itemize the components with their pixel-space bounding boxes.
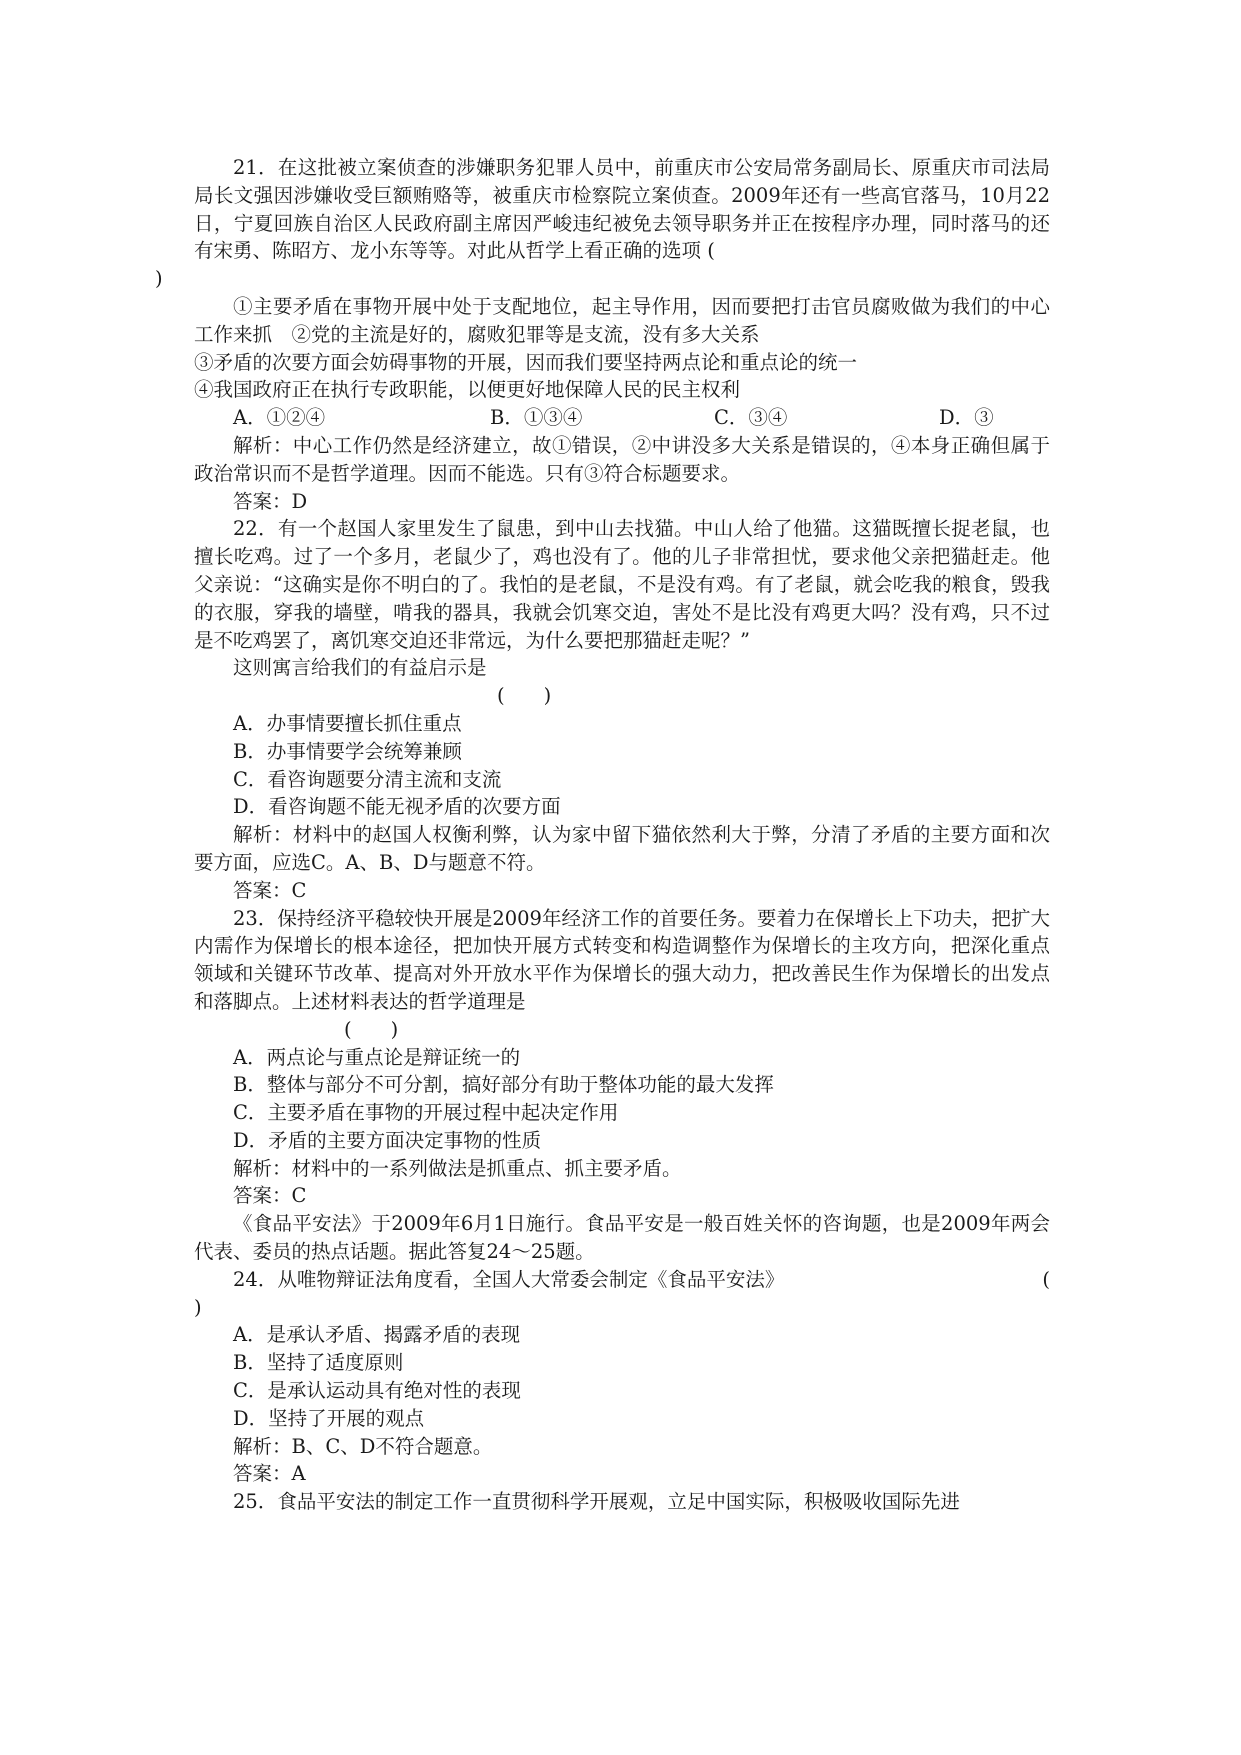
question-23-paren: ( ) <box>344 1017 399 1041</box>
question-22-answer: 答案：C <box>233 878 307 902</box>
question-24-option-a: A．是承认矛盾、揭露矛盾的表现 <box>233 1323 521 1347</box>
question-21-statement-1-2: ①主要矛盾在事物开展中处于支配地位，起主导作用，因而要把打击官员腐败做为我们的中心工作来抓 ②党的主流是好的，腐败犯罪等是支流，没有多大关系 <box>194 294 1050 346</box>
question-24-option-b: B．坚持了适度原则 <box>233 1351 404 1375</box>
question-25-stem: 25．食品平安法的制定工作一直贯彻科学开展观，立足中国实际，积极吸收国际先进 <box>233 1490 960 1514</box>
intro-24-25: 《食品平安法》于2009年6月1日施行。食品平安是一般百姓关怀的咨询题，也是2009年两会代表、委员的热点话题。据此答复24～25题。 <box>194 1212 1050 1264</box>
question-23-option-c: C．主要矛盾在事物的开展过程中起决定作用 <box>233 1101 619 1125</box>
document-page <box>155 154 1050 1516</box>
option-a: A．①②④ <box>233 406 326 430</box>
question-21-paren-close: ) <box>155 267 163 291</box>
question-21-answer: 答案：D <box>233 489 308 513</box>
question-22-option-d: D．看咨询题不能无视矛盾的次要方面 <box>233 795 561 819</box>
question-23-answer: 答案：C <box>233 1184 307 1208</box>
question-24-text: 24．从唯物辩证法角度看，全国人大常委会制定《食品平安法》 <box>233 1267 785 1291</box>
question-22-option-b: B．办事情要学会统筹兼顾 <box>233 739 462 763</box>
option-d: D．③ <box>939 406 994 430</box>
question-24-option-d: D．坚持了开展的观点 <box>233 1406 425 1430</box>
question-21-text: 21．在这批被立案侦查的涉嫌职务犯罪人员中，前重庆市公安局常务副局长、原重庆市司法局局长文强因涉嫌收受巨额贿赂等，被重庆市检察院立案侦查。2009年还有一些高官落马，10月22日，宁夏回族自治区人民政府副主席因严峻违纪被免去领导职务并正在按程序办理，同时落马的还有宋勇、陈昭方、龙小东等等。对此从哲学上看正确的选项 ( <box>194 156 1050 263</box>
question-21-statement-4: ④我国政府正在执行专政职能，以便更好地保障人民的民主权利 <box>194 378 741 402</box>
question-22-analysis: 解析：材料中的赵国人权衡利弊，认为家中留下猫依然利大于弊，分清了矛盾的主要方面和次要方面，应选C。A、B、D与题意不符。 <box>194 823 1050 874</box>
question-22-option-c: C．看咨询题要分清主流和支流 <box>233 767 502 791</box>
option-c: C．③④ <box>714 406 788 430</box>
question-24-option-c: C．是承认运动具有绝对性的表现 <box>233 1379 521 1403</box>
question-23-stem: 23．保持经济平稳较快开展是2009年经济工作的首要任务。要着力在保增长上下功夫，把扩大内需作为保增长的根本途径，把加快开展方式转变和构造调整作为保增长的主攻方向，把深化重点领域和关键环节改革、提高对外开放水平作为保增长的强大动力，把改善民生作为保增长的出发点和落脚点。上述材料表达的哲学道理是 <box>194 906 1050 1013</box>
question-21-analysis: 解析：中心工作仍然是经济建立，故①错误，②中讲没多大关系是错误的，④本身正确但属于政治常识而不是哲学道理。因而不能选。只有③符合标题要求。 <box>194 433 1050 485</box>
question-21-stem <box>155 154 1050 293</box>
question-24-answer: 答案：A <box>233 1462 306 1486</box>
question-23-option-b: B．整体与部分不可分割，搞好部分有助于整体功能的最大发挥 <box>233 1073 774 1097</box>
question-23-option-a: A．两点论与重点论是辩证统一的 <box>233 1045 521 1069</box>
question-24-paren-close: ) <box>194 1295 202 1319</box>
question-22-prompt: 这则寓言给我们的有益启示是 <box>233 656 487 680</box>
question-24-paren-open: ( <box>1042 1267 1050 1291</box>
question-24-analysis: 解析：B、C、D不符合题意。 <box>233 1434 493 1458</box>
question-21-options <box>194 404 1050 432</box>
question-22-stem: 22．有一个赵国人家里发生了鼠患，到中山去找猫。中山人给了他猫。这猫既擅长捉老鼠，也擅长吃鸡。过了一个多月，老鼠少了，鸡也没有了。他的儿子非常担忧，要求他父亲把猫赶走。他父亲说：“这确实是你不明白的了。我怕的是老鼠，不是没有鸡。有了老鼠，就会吃我的粮食，毁我的衣服，穿我的墙壁，啃我的器具，我就会饥寒交迫，害处不是比没有鸡更大吗？没有鸡，只不过是不吃鸡罢了，离饥寒交迫还非常远，为什么要把那猫赶走呢？” <box>194 517 1050 652</box>
question-23-analysis: 解析：材料中的一系列做法是抓重点、抓主要矛盾。 <box>233 1156 682 1180</box>
question-23-option-d: D．矛盾的主要方面决定事物的性质 <box>233 1128 542 1152</box>
question-24-stem <box>194 1266 1050 1294</box>
question-22-option-a: A．办事情要擅长抓住重点 <box>233 711 462 735</box>
question-21-statement-3: ③矛盾的次要方面会妨碍事物的开展，因而我们要坚持两点论和重点论的统一 <box>194 350 858 374</box>
option-b: B．①③④ <box>490 406 583 430</box>
question-22-paren: ( ) <box>497 684 552 708</box>
